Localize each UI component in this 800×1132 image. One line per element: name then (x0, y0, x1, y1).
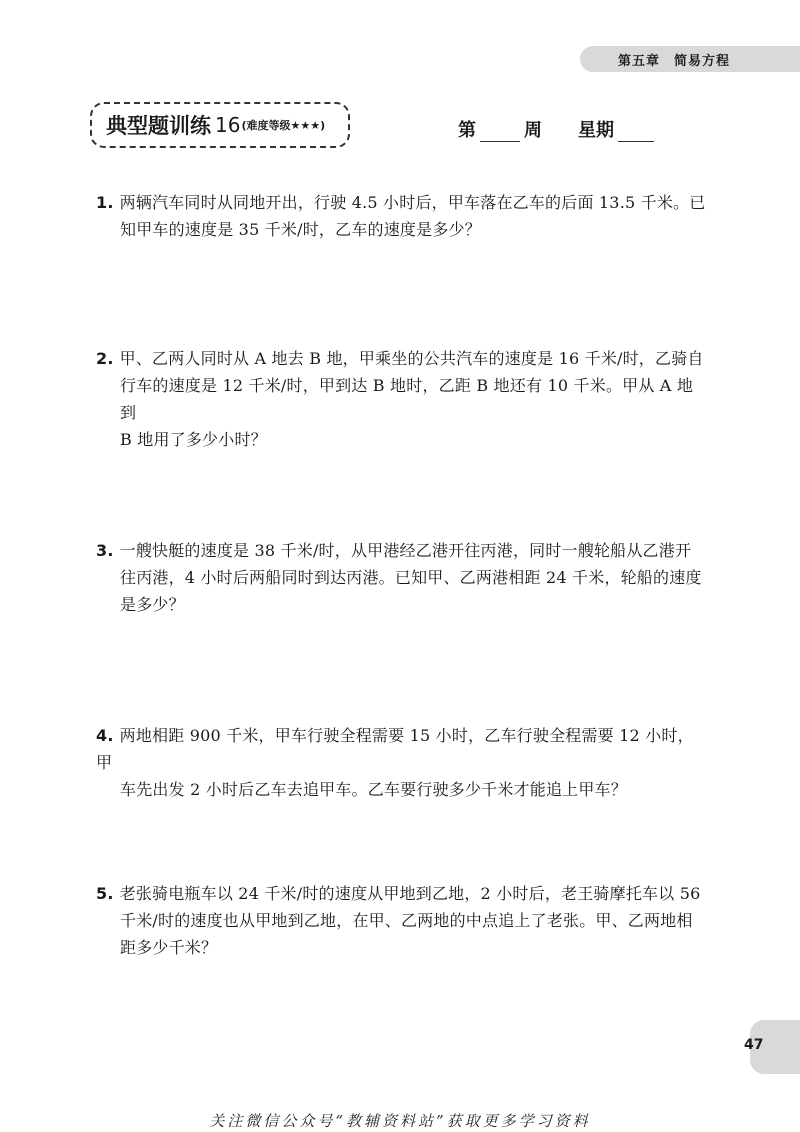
weekday-label: 星期 (578, 120, 614, 141)
difficulty-label: (难度等级★★★) (241, 119, 326, 132)
question-line: 车先出发 2 小时后乙车去追甲车。乙车要行驶多少千米才能追上甲车？ (120, 780, 627, 799)
question-number: 4. (96, 726, 114, 745)
question-line: 知甲车的速度是 35 千米/时，乙车的速度是多少？ (120, 220, 481, 239)
footer-note: 关注微信公众号“教辅资料站”获取更多学习资料 (209, 1112, 591, 1130)
question-line: 距多少千米？ (120, 938, 218, 957)
question-number: 1. (96, 193, 114, 212)
chapter-header: 第五章 简易方程 (618, 54, 731, 69)
question-line: 两辆汽车同时从同地开出，行驶 4.5 小时后，甲车落在乙车的后面 13.5 千米。已 (119, 193, 706, 212)
question-3 (96, 537, 708, 618)
question-line: 千米/时的速度也从甲地到乙地，在甲、乙两地的中点追上了老张。甲、乙两地相 (120, 911, 693, 930)
question-line: 一艘快艇的速度是 38 千米/时，从甲港经乙港开往丙港，同时一艘轮船从乙港开 (119, 541, 692, 560)
question-line: 老张骑电瓶车以 24 千米/时的速度从甲地到乙地，2 小时后，老王骑摩托车以 56 (119, 884, 701, 903)
week-blank[interactable] (480, 123, 520, 142)
question-line: 行车的速度是 12 千米/时，甲到达 B 地时，乙距 B 地还有 10 千米。甲从 A 地到 (120, 376, 694, 422)
question-4 (96, 722, 708, 803)
question-line: B 地用了多少小时？ (120, 430, 267, 449)
question-line: 甲、乙两人同时从 A 地去 B 地，甲乘坐的公共汽车的速度是 16 千米/时，乙骑自 (119, 349, 704, 368)
question-line: 往丙港，4 小时后两船同时到达丙港。已知甲、乙两港相距 24 千米，轮船的速度 (120, 568, 702, 587)
section-title-box (90, 102, 350, 148)
section-number: 16 (215, 113, 241, 137)
question-number: 2. (96, 349, 114, 368)
page-number: 47 (744, 1037, 764, 1053)
question-5 (96, 880, 708, 961)
question-number: 3. (96, 541, 114, 560)
question-number: 5. (96, 884, 114, 903)
week-day-line (458, 116, 658, 142)
week-prefix: 第 (458, 120, 476, 141)
week-label: 周 (524, 120, 542, 141)
question-line: 是多少？ (120, 595, 185, 614)
question-line: 两地相距 900 千米，甲车行驶全程需要 15 小时，乙车行驶全程需要 12 小时，甲 (96, 726, 694, 772)
question-2 (96, 345, 708, 453)
section-title: 典型题训练 (106, 114, 211, 138)
weekday-blank[interactable] (618, 123, 654, 142)
question-1 (96, 189, 708, 243)
